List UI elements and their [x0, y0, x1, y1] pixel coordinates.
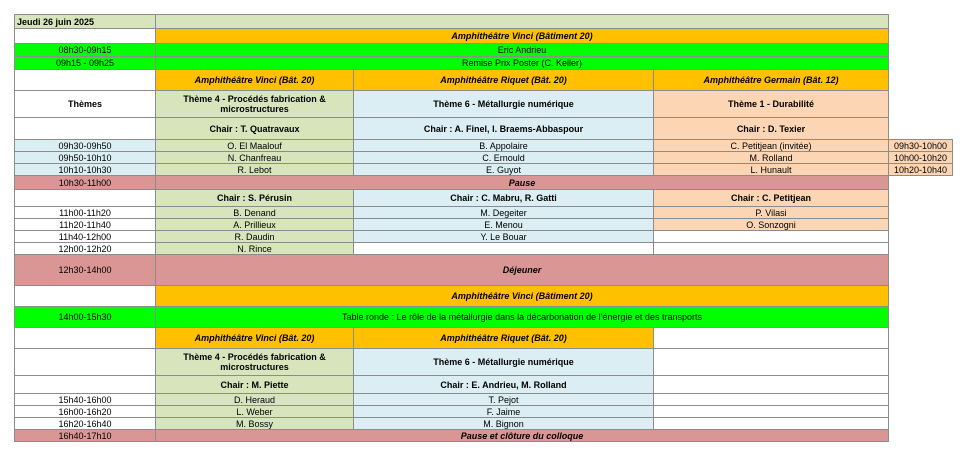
speaker-riquet: M. Bignon [354, 418, 654, 430]
speaker-riquet: F. Jaime [354, 406, 654, 418]
room-vinci: Amphithéâtre Vinci (Bât. 20) [156, 70, 354, 91]
time-cell: 09h30-09h50 [15, 140, 156, 152]
speaker-germain: P. Vilasi [654, 207, 889, 219]
speaker-vinci: N. Chanfreau [156, 152, 354, 164]
chair-riquet: Chair : A. Finel, I. Braems-Abbaspour [354, 118, 654, 140]
speaker-germain: O. Sonzogni [654, 219, 889, 231]
lunch-label: Déjeuner [156, 255, 889, 286]
time-cell: 11h20-11h40 [15, 219, 156, 231]
theme-6: Thème 6 - Métallurgie numérique [354, 91, 654, 118]
speaker-riquet: C. Ernould [354, 152, 654, 164]
speaker-germain: M. Rolland [654, 152, 889, 164]
time-cell: 16h20-16h40 [15, 418, 156, 430]
time-cell: 16h00-16h20 [15, 406, 156, 418]
time-cell: 15h40-16h00 [15, 394, 156, 406]
time-cell: 16h40-17h10 [15, 430, 156, 442]
themes-label: Thèmes [15, 91, 156, 118]
speaker-vinci: A. Prillieux [156, 219, 354, 231]
room-vinci: Amphithéâtre Vinci (Bât. 20) [156, 328, 354, 349]
speaker-vinci: B. Denand [156, 207, 354, 219]
speaker-germain: C. Petitjean (invitée) [654, 140, 889, 152]
time-cell: 11h40-12h00 [15, 231, 156, 243]
room-riquet: Amphithéâtre Riquet (Bât. 20) [354, 328, 654, 349]
speaker-germain: L. Hunault [654, 164, 889, 176]
germain-time-cell: 10h20-10h40 [889, 164, 953, 176]
speaker-riquet: T. Pejot [354, 394, 654, 406]
chair-germain: Chair : C. Petitjean [654, 190, 889, 207]
time-cell: 10h10-10h30 [15, 164, 156, 176]
room-header-vinci: Amphithéâtre Vinci (Bâtiment 20) [156, 29, 889, 44]
room-header-vinci: Amphithéâtre Vinci (Bâtiment 20) [156, 286, 889, 307]
closing-label: Pause et clôture du colloque [156, 430, 889, 442]
speaker-vinci: N. Rince [156, 243, 354, 255]
time-cell: 12h00-12h20 [15, 243, 156, 255]
theme-6: Thème 6 - Métallurgie numérique [354, 349, 654, 376]
speaker-vinci: O. El Maalouf [156, 140, 354, 152]
pause-label: Pause [156, 176, 889, 190]
poster-prize: Remise Prix Poster (C. Keller) [156, 57, 889, 70]
header-blank-cell [156, 15, 889, 29]
speaker-germain [654, 243, 889, 255]
chair-germain: Chair : D. Texier [654, 118, 889, 140]
speaker-vinci: L. Weber [156, 406, 354, 418]
chair-riquet: Chair : C. Mabru, R. Gatti [354, 190, 654, 207]
time-cell: 11h00-11h20 [15, 207, 156, 219]
room-germain: Amphithéâtre Germain (Bât. 12) [654, 70, 889, 91]
chair-vinci: Chair : M. Piette [156, 376, 354, 394]
speaker-vinci: M. Bossy [156, 418, 354, 430]
speaker-vinci: R. Lebot [156, 164, 354, 176]
chair-riquet: Chair : E. Andrieu, M. Rolland [354, 376, 654, 394]
speaker-riquet: B. Appolaire [354, 140, 654, 152]
speaker-germain [654, 231, 889, 243]
plenary-speaker: Eric Andrieu [156, 44, 889, 57]
germain-time-cell: 10h00-10h20 [889, 152, 953, 164]
time-cell: 08h30-09h15 [15, 44, 156, 57]
speaker-riquet: M. Degeiter [354, 207, 654, 219]
theme-1: Thème 1 - Durabilité [654, 91, 889, 118]
speaker-riquet: E. Menou [354, 219, 654, 231]
speaker-vinci: D. Heraud [156, 394, 354, 406]
theme-4: Thème 4 - Procédés fabrication & microstructures [156, 349, 354, 376]
germain-time-cell: 09h30-10h00 [889, 140, 953, 152]
time-cell: 14h00-15h30 [15, 307, 156, 328]
chair-vinci: Chair : S. Pérusin [156, 190, 354, 207]
date-cell: Jeudi 26 juin 2025 [15, 15, 156, 29]
round-table: Table ronde : Le rôle de la métallurgie dans la décarbonation de l'énergie et des transports [156, 307, 889, 328]
theme-4: Thème 4 - Procédés fabrication & microstructures [156, 91, 354, 118]
speaker-vinci: R. Daudin [156, 231, 354, 243]
time-cell: 09h15 - 09h25 [15, 57, 156, 70]
room-riquet: Amphithéâtre Riquet (Bât. 20) [354, 70, 654, 91]
chair-vinci: Chair : T. Quatravaux [156, 118, 354, 140]
speaker-riquet [354, 243, 654, 255]
speaker-riquet: Y. Le Bouar [354, 231, 654, 243]
speaker-riquet: E. Guyot [354, 164, 654, 176]
time-cell: 09h50-10h10 [15, 152, 156, 164]
schedule-table [14, 14, 953, 442]
time-cell: 10h30-11h00 [15, 176, 156, 190]
time-cell: 12h30-14h00 [15, 255, 156, 286]
